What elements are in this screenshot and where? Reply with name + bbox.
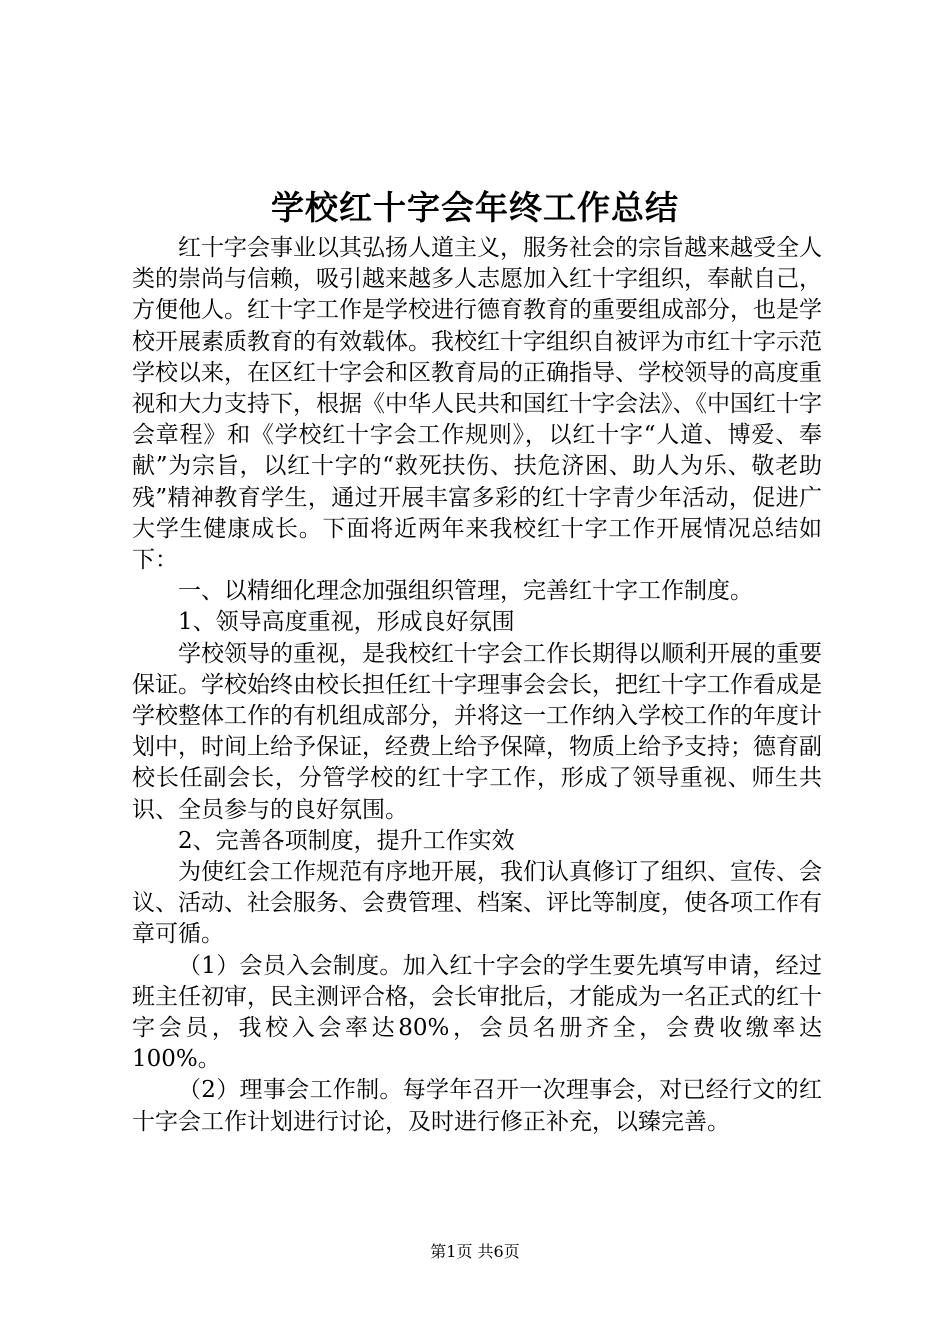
paragraph: 学校领导的重视，是我校红十字会工作长期得以顺利开展的重要保证。学校始终由校长担任红十字理事会会长，把红十字工作看成是学校整体工作的有机组成部分，并将这一工作纳入学校工作的年度计划中，时间上给予保证，经费上给予保障，物质上给予支持；德育副校长任副会长，分管学校的红十字工作，形成了领导重视、师生共识、全员参与的良好氛围。	[132, 640, 822, 823]
document-body	[132, 233, 822, 1138]
page-footer: 第1页 共6页	[430, 1242, 520, 1261]
paragraph: 红十字会事业以其弘扬人道主义，服务社会的宗旨越来越受全人类的崇尚与信赖，吸引越来越多人志愿加入红十字组织，奉献自己，方便他人。红十字工作是学校进行德育教育的重要组成部分，也是学校开展素质教育的有效载体。我校红十字组织自被评为市红十字示范学校以来，在区红十字会和区教育局的正确指导、学校领导的高度重视和大力支持下，根据《中华人民共和国红十字会法》、《中国红十字会章程》和《学校红十字会工作规则》，以红十字“人道、博爱、奉献”为宗旨，以红十字的“救死扶伤、扶危济困、助人为乐、敬老助残”精神教育学生，通过开展丰富多彩的红十字青少年活动，促进广大学生健康成长。下面将近两年来我校红十字工作开展情况总结如下：	[132, 235, 822, 574]
paragraph: 为使红会工作规范有序地开展，我们认真修订了组织、宣传、会议、活动、社会服务、会费管理、档案、评比等制度，使各项工作有章可循。	[132, 859, 822, 948]
section-heading: 一、以精细化理念加强组织管理，完善红十字工作制度。	[178, 578, 753, 605]
paragraph: （2）理事会工作制。每学年召开一次理事会，对已经行文的红十字会工作计划进行讨论，及时进行修正补充，以臻完善。	[132, 1077, 822, 1135]
subsection-heading: 1、领导高度重视，形成良好氛围	[178, 609, 515, 636]
document-title: 学校红十字会年终工作总结	[271, 188, 679, 227]
subsection-heading: 2、完善各项制度，提升工作实效	[178, 827, 515, 854]
paragraph: （1）会员入会制度。加入红十字会的学生要先填写申请，经过班主任初审，民主测评合格，会长审批后，才能成为一名正式的红十字会员，我校入会率达80%，会员名册齐全，会费收缴率达100%。	[132, 952, 822, 1073]
